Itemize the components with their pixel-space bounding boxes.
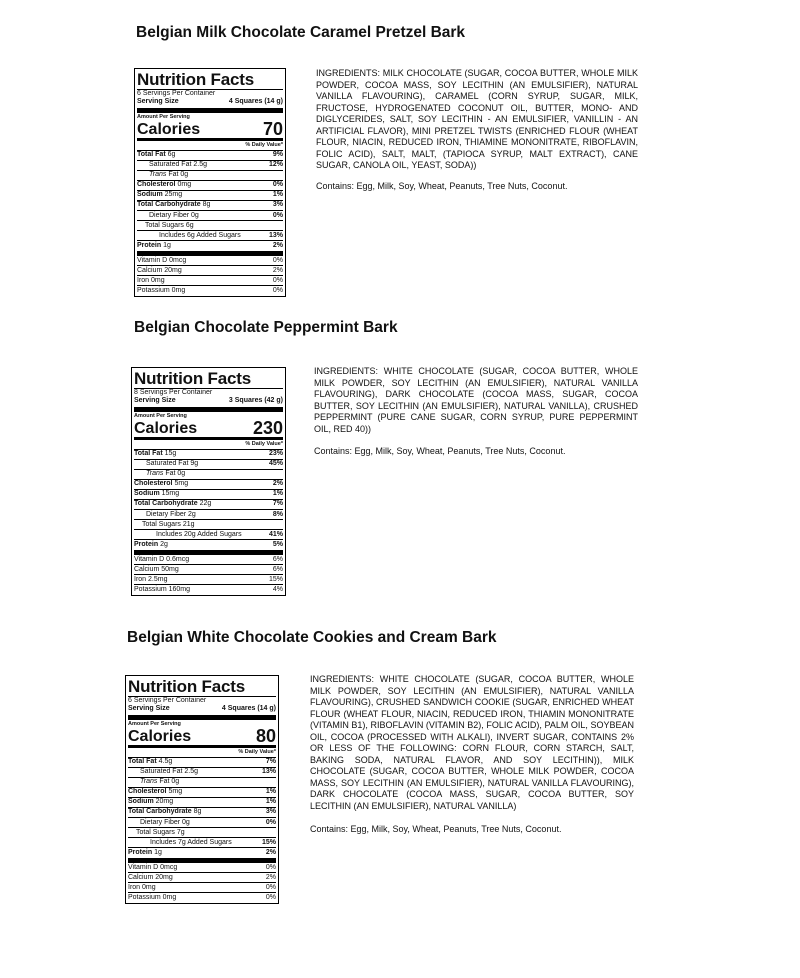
nutrition-facts-heading: Nutrition Facts (128, 678, 276, 697)
serving-size-value: 3 Squares (42 g) (228, 397, 283, 405)
nutrition-facts-label (131, 367, 286, 596)
vitamin-d-row: Vitamin D 0.6mcg 6% (134, 555, 283, 565)
total-fat-row: Total Fat 6g 9% (137, 151, 283, 161)
product-title: Belgian White Chocolate Cookies and Cream Bark (127, 629, 497, 646)
calories-label: Calories (134, 420, 198, 438)
allergen-contains: Contains: Egg, Milk, Soy, Wheat, Peanuts, Tree Nuts, Coconut. (310, 824, 562, 834)
calcium-row: Calcium 50mg 6% (134, 565, 283, 575)
allergen-contains: Contains: Egg, Milk, Soy, Wheat, Peanuts, Tree Nuts, Coconut. (314, 446, 566, 456)
total-carbohydrate-row: Total Carbohydrate 8g 3% (137, 201, 283, 211)
trans-fat-row: Trans Fat 0g (137, 171, 283, 181)
product-title: Belgian Chocolate Peppermint Bark (134, 319, 398, 336)
cholesterol-row: Cholesterol 0mg 0% (137, 181, 283, 191)
amount-per-serving: Amount Per Serving (134, 413, 187, 420)
ingredients-text: INGREDIENTS: MILK CHOCOLATE (SUGAR, COCOA BUTTER, WHOLE MILK POWDER, COCOA MASS, SOY LECITHIN (AN EMULSIFIER), NATURAL VANILLA FLAVOURING), CARAMEL (CORN SYRUP, SUGAR, MILK, FRUCTOSE, HYDROGENATED COCONUT OIL, BUTTER, MONO- AND DIGLYCERIDES, SALT, SOY LECITHIN - AN EMULSIFIER, VANILLIN - AN ARTIFICIAL FLAVOR), MINI PRETZEL TWISTS (ENRICHED FLOUR (WHEAT FLOUR, NIACIN, REDUCED IRON, THIAMINE MONONITRATE, RIBOFLAVIN, FOLIC ACID), SALT, MALT, (TAPIOCA SYRUP, MALT EXTRACT), CANE SUGAR, CANOLA OIL, YEAST, SODA)) (316, 68, 638, 170)
serving-size-label: Serving Size (137, 98, 179, 106)
added-sugars-row: Includes 20g Added Sugars 41% (134, 530, 283, 540)
calcium-row: Calcium 20mg 2% (137, 266, 283, 276)
iron-row: Iron 0mg 0% (128, 883, 276, 893)
amount-per-serving: Amount Per Serving (137, 114, 190, 121)
serving-size-value: 4 Squares (14 g) (228, 98, 283, 106)
trans-fat-row: Trans Fat 0g (134, 470, 283, 480)
added-sugars-row: Includes 6g Added Sugars 13% (137, 231, 283, 241)
potassium-row: Potassium 0mg 0% (137, 286, 283, 294)
total-carbohydrate-row: Total Carbohydrate 8g 3% (128, 808, 276, 818)
protein-row: Protein 2g 5% (134, 540, 283, 548)
serving-size-row (128, 705, 276, 714)
dietary-fiber-row: Dietary Fiber 2g 8% (134, 510, 283, 520)
product-title: Belgian Milk Chocolate Caramel Pretzel Bark (136, 24, 466, 41)
daily-value-header: % Daily Value* (137, 141, 283, 150)
total-sugars-row: Total Sugars 6g (137, 221, 283, 231)
serving-size-value: 4 Squares (14 g) (221, 705, 276, 713)
allergen-contains: Contains: Egg, Milk, Soy, Wheat, Peanuts, Tree Nuts, Coconut. (316, 181, 568, 191)
dietary-fiber-row: Dietary Fiber 0g 0% (137, 211, 283, 221)
ingredients-text: INGREDIENTS: WHITE CHOCOLATE (SUGAR, COCOA BUTTER, WHOLE MILK POWDER, SOY LECITHIN (AN EMULSIFIER), NATURAL VANILLA FLAVOURING), CRUSHED SANDWICH COOKIE (SUGAR, ENRICHED WHEAT FLOUR (WHEAT FLOUR, NIACIN, REDUCED IRON, THIAMIN MONONITRATE (VITAMIN B1), RIBOFLAVIN (VITAMIN B2), FOLIC ACID), PALM OIL, SOYBEAN OIL, COCOA (PROCESSED WITH ALKALI), INVERT SUGAR, CONTAINS 2% OR LESS OF THE FOLLOWING: CORN FLOUR, CORN STARCH, SALT, BAKING SODA, NATURAL FLAVOR, AND SOY LECITHIN)), MILK CHOCOLATE (SUGAR, COCOA BUTTER, WHOLE MILK POWDER, COCOA MASS, SOY LECITHIN (AN EMULSIFIER), NATURAL VANILLA FLAVOURING), DARK CHOCOLATE (COCOA MASS, SUGAR, COCOA BUTTER, SOY LECITHIN (AN EMULSIFIER), NATURAL VANILLA) (310, 674, 634, 811)
nutrition-facts-heading: Nutrition Facts (134, 370, 283, 389)
total-fat-row: Total Fat 4.5g 7% (128, 758, 276, 768)
calories-label: Calories (137, 121, 201, 139)
trans-fat-row: Trans Fat 0g (128, 778, 276, 788)
cholesterol-row: Cholesterol 5mg 1% (128, 788, 276, 798)
servings-per-container: 6 Servings Per Container (128, 697, 207, 704)
vitamin-d-row: Vitamin D 0mcg 0% (137, 256, 283, 266)
saturated-fat-row: Saturated Fat 2.5g 13% (128, 768, 276, 778)
total-sugars-row: Total Sugars 21g (134, 520, 283, 530)
calories-label: Calories (128, 728, 192, 746)
nutrition-facts-label (125, 675, 279, 904)
dietary-fiber-row: Dietary Fiber 0g 0% (128, 818, 276, 828)
servings-per-container: 6 Servings Per Container (137, 90, 216, 97)
vitamin-d-row: Vitamin D 0mcg 0% (128, 863, 276, 873)
serving-size-row (137, 98, 283, 107)
serving-size-row (134, 397, 283, 406)
iron-row: Iron 0mg 0% (137, 276, 283, 286)
daily-value-header: % Daily Value* (134, 440, 283, 449)
sodium-row: Sodium 20mg 1% (128, 798, 276, 808)
protein-row: Protein 1g 2% (128, 848, 276, 856)
calories-value: 80 (255, 726, 276, 747)
servings-per-container: 8 Servings Per Container (134, 389, 213, 396)
calories-row (137, 120, 283, 141)
serving-size-label: Serving Size (134, 397, 176, 405)
protein-row: Protein 1g 2% (137, 241, 283, 249)
total-carbohydrate-row: Total Carbohydrate 22g 7% (134, 500, 283, 510)
sodium-row: Sodium 25mg 1% (137, 191, 283, 201)
calories-row (128, 727, 276, 748)
calories-value: 70 (262, 119, 283, 140)
added-sugars-row: Includes 7g Added Sugars 15% (128, 838, 276, 848)
total-fat-row: Total Fat 15g 23% (134, 450, 283, 460)
calcium-row: Calcium 20mg 2% (128, 873, 276, 883)
ingredients-text: INGREDIENTS: WHITE CHOCOLATE (SUGAR, COCOA BUTTER, WHOLE MILK POWDER, SOY LECITHIN (AN EMULSIFIER), NATURAL VANILLA FLAVOURING), DARK CHOCOLATE (COCOA MASS, SUGAR, COCOA BUTTER, SOY LECITHIN (AN EMULSIFIER), NATURAL VANILLA), CRUSHED PEPPERMINT (PURE CANE SUGAR, CORN SYRUP, PURE PEPPERMINT OIL, RED 40)) (314, 366, 638, 434)
serving-size-label: Serving Size (128, 705, 170, 713)
saturated-fat-row: Saturated Fat 9g 45% (134, 460, 283, 470)
saturated-fat-row: Saturated Fat 2.5g 12% (137, 161, 283, 171)
potassium-row: Potassium 160mg 4% (134, 585, 283, 593)
nutrition-facts-label (134, 68, 286, 297)
nutrition-facts-heading: Nutrition Facts (137, 71, 283, 90)
total-sugars-row: Total Sugars 7g (128, 828, 276, 838)
sodium-row: Sodium 15mg 1% (134, 490, 283, 500)
calories-value: 230 (252, 418, 283, 439)
potassium-row: Potassium 0mg 0% (128, 893, 276, 901)
calories-row (134, 419, 283, 440)
daily-value-header: % Daily Value* (128, 748, 276, 757)
iron-row: Iron 2.5mg 15% (134, 575, 283, 585)
cholesterol-row: Cholesterol 5mg 2% (134, 480, 283, 490)
amount-per-serving: Amount Per Serving (128, 721, 181, 728)
